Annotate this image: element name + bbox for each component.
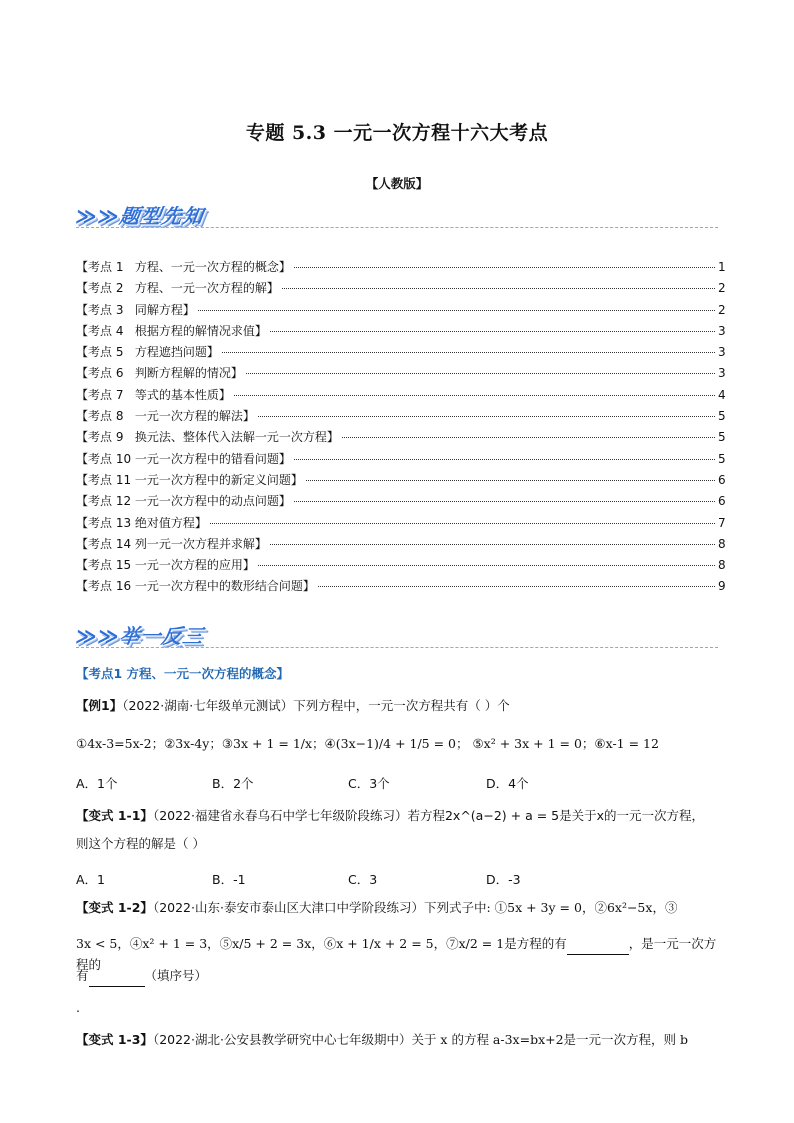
divider xyxy=(76,647,718,648)
page-title: 专题 5.3 一元一次方程十六大考点 xyxy=(245,122,549,144)
banner-preview-label: ≫≫题型先知 xyxy=(74,204,206,228)
toc-item[interactable]: 【考点 3 同解方程】 2 xyxy=(76,302,726,317)
option-b[interactable]: B．-1 xyxy=(212,872,246,887)
toc-item[interactable]: 【考点 6 判断方程解的情况】 3 xyxy=(76,366,726,381)
option-b[interactable]: B．2个 xyxy=(212,776,254,791)
toc-item[interactable]: 【考点 11 一元一次方程中的新定义问题】 6 xyxy=(76,472,726,487)
option-a[interactable]: A．1个 xyxy=(76,776,118,791)
divider xyxy=(76,227,718,228)
answer-blank[interactable] xyxy=(89,966,145,987)
option-c[interactable]: C．3个 xyxy=(348,776,390,791)
toc-item[interactable]: 【考点 16 一元一次方程中的数形结合问题】 9 xyxy=(76,579,726,594)
option-c[interactable]: C．3 xyxy=(348,872,378,887)
answer-blank[interactable] xyxy=(567,934,629,955)
variant-1-2: 【变式 1-2】（2022·山东·泰安市泰山区大津口中学阶段练习）下列式子中: ①5x + 3y = 0，②6x²−5x，③ xyxy=(76,900,678,915)
toc-item[interactable]: 【考点 7 等式的基本性质】 4 xyxy=(76,387,726,402)
variant-1-1: 【变式 1-1】（2022·福建省永春乌石中学七年级阶段练习）若方程2x^(a−2) + a = 5是关于x的一元一次方程， xyxy=(76,808,704,823)
option-d[interactable]: D．4个 xyxy=(486,776,529,791)
variant-1-1-line2: 则这个方程的解是（ ） xyxy=(76,836,205,851)
banner-practice xyxy=(76,620,718,650)
toc-item[interactable]: 【考点 5 方程遮挡问题】 3 xyxy=(76,345,726,360)
banner-preview xyxy=(76,200,718,230)
toc-item[interactable]: 【考点 9 换元法、整体代入法解一元一次方程】 5 xyxy=(76,430,726,445)
option-a[interactable]: A．1 xyxy=(76,872,106,887)
variant-1-2-end: . xyxy=(76,1000,80,1015)
table-of-contents xyxy=(76,258,724,599)
toc-item[interactable]: 【考点 14 列一元一次方程并求解】 8 xyxy=(76,536,726,551)
option-d[interactable]: D．-3 xyxy=(486,872,521,887)
example-1-equations: ①4x-3=5x-2；②3x-4y；③3x + 1 = 1/x；④(3x−1)/4 + 1/5 = 0； ⑤x² + 3x + 1 = 0；⑥x-1 = 12 xyxy=(76,736,659,751)
toc-item[interactable]: 【考点 10 一元一次方程中的错看问题】 5 xyxy=(76,451,726,466)
variant-1-2-line2: 3x < 5，④x² + 1 = 3，⑤x/5 + 2 = 3x，⑥x + 1/x + 2 = 5，⑦x/2 = 1是方程的有 ，是一元一次方程的 xyxy=(76,936,717,972)
toc-item[interactable]: 【考点 8 一元一次方程的解法】 5 xyxy=(76,409,726,424)
toc-item[interactable]: 【考点 12 一元一次方程中的动点问题】 6 xyxy=(76,494,726,509)
toc-item[interactable]: 【考点 13 绝对值方程】 7 xyxy=(76,515,726,530)
toc-item[interactable]: 【考点 4 根据方程的解情况求值】 3 xyxy=(76,323,726,338)
variant-1-2-line3: 有 （填序号） xyxy=(76,966,722,987)
section-heading: 【考点1 方程、一元一次方程的概念】 xyxy=(76,666,290,681)
variant-1-3: 【变式 1-3】（2022·湖北·公安县教学研究中心七年级期中）关于 x 的方程 a-3x=bx+2是一元一次方程，则 b xyxy=(76,1032,689,1047)
banner-practice-label: ≫≫举一反三 xyxy=(74,624,206,648)
toc-item[interactable]: 【考点 1 方程、一元一次方程的概念】 1 xyxy=(76,260,726,274)
edition-label: 【人教版】 xyxy=(365,176,429,191)
toc-item[interactable]: 【考点 2 方程、一元一次方程的解】 2 xyxy=(76,281,726,296)
example-1: 【例1】（2022·湖南·七年级单元测试）下列方程中，一元一次方程共有（ ）个 xyxy=(76,698,510,713)
toc-item[interactable]: 【考点 15 一元一次方程的应用】 8 xyxy=(76,558,726,573)
